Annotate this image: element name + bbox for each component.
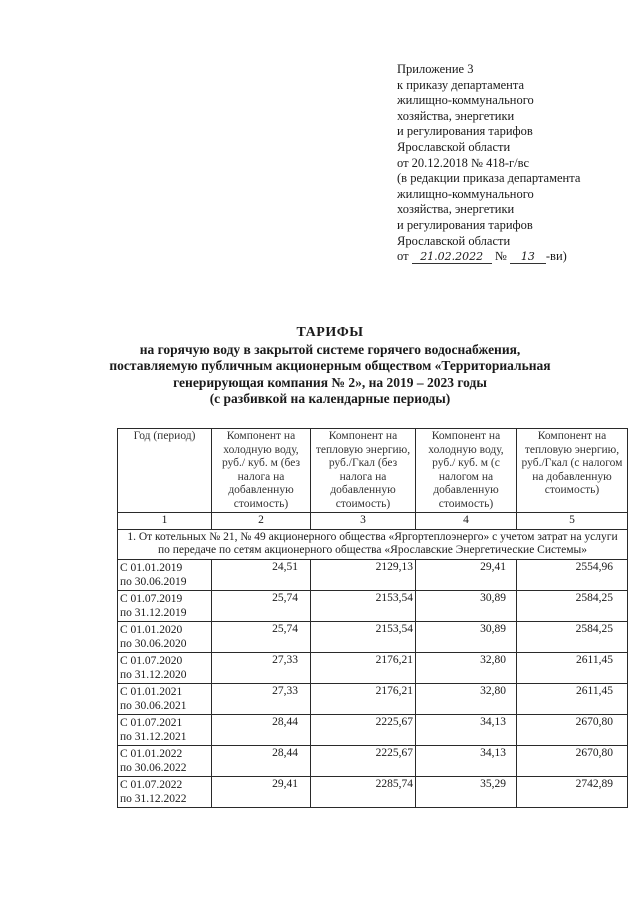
period-to: по 30.06.2020 bbox=[120, 637, 187, 650]
cold-water-vat-cell: 32,80 bbox=[416, 683, 517, 714]
heat-energy-vat-cell: 2584,25 bbox=[517, 590, 628, 621]
table-row bbox=[118, 714, 628, 745]
period-from: С 01.01.2022 bbox=[120, 747, 183, 760]
amendment-date-handwritten: 21.02.2022 bbox=[412, 250, 492, 264]
period-from: С 01.07.2020 bbox=[120, 654, 183, 667]
appendix-line: Ярославской области bbox=[397, 233, 511, 248]
column-number: 3 bbox=[311, 513, 416, 530]
period-cell bbox=[118, 621, 212, 652]
appendix-line: жилищно-коммунального bbox=[397, 93, 534, 108]
header-cold-water-vat: Компонент на холодную воду, руб./ куб. м (с налогом на добавленную стоимость) bbox=[416, 429, 517, 513]
appendix-line: Ярославской области bbox=[397, 139, 511, 154]
period-to: по 30.06.2021 bbox=[120, 699, 187, 712]
amendment-no-label: № bbox=[494, 249, 507, 264]
cold-water-cell: 27,33 bbox=[212, 683, 311, 714]
heat-energy-cell: 2225,67 bbox=[311, 714, 416, 745]
table-row bbox=[118, 559, 628, 590]
appendix-line: и регулирования тарифов bbox=[397, 217, 533, 232]
table-row bbox=[118, 621, 628, 652]
cold-water-cell: 28,44 bbox=[212, 714, 311, 745]
table-header-row bbox=[118, 429, 628, 513]
section-row bbox=[118, 529, 628, 559]
heat-energy-cell: 2176,21 bbox=[311, 683, 416, 714]
period-cell bbox=[118, 745, 212, 776]
cold-water-cell: 28,44 bbox=[212, 745, 311, 776]
appendix-block bbox=[397, 62, 637, 265]
period-cell bbox=[118, 683, 212, 714]
period-cell bbox=[118, 559, 212, 590]
period-cell bbox=[118, 714, 212, 745]
column-number: 4 bbox=[416, 513, 517, 530]
document-title-block bbox=[60, 325, 600, 408]
heat-energy-cell: 2285,74 bbox=[311, 776, 416, 807]
heat-energy-vat-cell: 2611,45 bbox=[517, 683, 628, 714]
period-from: С 01.01.2019 bbox=[120, 561, 183, 574]
appendix-line: от 20.12.2018 № 418-г/вс bbox=[397, 155, 529, 170]
appendix-line: и регулирования тарифов bbox=[397, 124, 533, 139]
header-cold-water: Компонент на холодную воду, руб./ куб. м (без налога на добавленную стоимость) bbox=[212, 429, 311, 513]
appendix-line: жилищно-коммунального bbox=[397, 186, 534, 201]
cold-water-cell: 25,74 bbox=[212, 621, 311, 652]
period-from: С 01.07.2019 bbox=[120, 592, 183, 605]
title-line: на горячую воду в закрытой системе горячего водоснабжения, bbox=[139, 341, 521, 357]
table-row bbox=[118, 745, 628, 776]
section-title: 1. От котельных № 21, № 49 акционерного общества «Яргортеплоэнерго» с учетом затрат на услуги по передаче по сетям акционерного общества «Ярославские Энергетические Системы» bbox=[118, 529, 628, 559]
period-cell bbox=[118, 590, 212, 621]
cold-water-vat-cell: 34,13 bbox=[416, 714, 517, 745]
appendix-line: хозяйства, энергетики bbox=[397, 202, 515, 217]
heat-energy-vat-cell: 2584,25 bbox=[517, 621, 628, 652]
cold-water-cell: 27,33 bbox=[212, 652, 311, 683]
period-cell bbox=[118, 776, 212, 807]
cold-water-vat-cell: 32,80 bbox=[416, 652, 517, 683]
cold-water-vat-cell: 30,89 bbox=[416, 621, 517, 652]
header-heat-energy: Компонент на тепловую энергию, руб./Гкал (без налога на добавленную стоимость) bbox=[311, 429, 416, 513]
cold-water-vat-cell: 35,29 bbox=[416, 776, 517, 807]
period-to: по 30.06.2019 bbox=[120, 575, 187, 588]
title-line: поставляемую публичным акционерным обществом «Территориальная bbox=[109, 358, 551, 373]
column-number-row bbox=[118, 513, 628, 530]
heat-energy-cell: 2153,54 bbox=[311, 590, 416, 621]
cold-water-vat-cell: 29,41 bbox=[416, 559, 517, 590]
amendment-prefix: от bbox=[397, 249, 409, 264]
header-heat-energy-vat: Компонент на тепловую энергию, руб./Гкал (с налогом на добавленную стоимость) bbox=[517, 429, 628, 513]
cold-water-cell: 25,74 bbox=[212, 590, 311, 621]
column-number: 1 bbox=[118, 513, 212, 530]
period-from: С 01.07.2021 bbox=[120, 716, 183, 729]
appendix-line: хозяйства, энергетики bbox=[397, 108, 515, 123]
period-from: С 01.01.2020 bbox=[120, 623, 183, 636]
heat-energy-vat-cell: 2742,89 bbox=[517, 776, 628, 807]
period-from: С 01.01.2021 bbox=[120, 685, 183, 698]
cold-water-vat-cell: 34,13 bbox=[416, 745, 517, 776]
tariffs-table bbox=[117, 428, 628, 808]
amendment-number-handwritten: 13 bbox=[510, 250, 546, 264]
heat-energy-vat-cell: 2670,80 bbox=[517, 745, 628, 776]
amendment-line bbox=[397, 249, 637, 265]
heat-energy-cell: 2176,21 bbox=[311, 652, 416, 683]
period-to: по 31.12.2020 bbox=[120, 668, 187, 681]
period-to: по 31.12.2022 bbox=[120, 792, 187, 805]
appendix-line: Приложение 3 bbox=[397, 62, 474, 76]
period-to: по 30.06.2022 bbox=[120, 761, 187, 774]
appendix-line: к приказу департамента bbox=[397, 77, 525, 92]
title-line: (с разбивкой на календарные периоды) bbox=[209, 391, 451, 406]
column-number: 5 bbox=[517, 513, 628, 530]
amendment-suffix: -ви) bbox=[545, 249, 567, 264]
period-from: С 01.07.2022 bbox=[120, 778, 183, 791]
heat-energy-vat-cell: 2611,45 bbox=[517, 652, 628, 683]
table-row bbox=[118, 590, 628, 621]
cold-water-cell: 29,41 bbox=[212, 776, 311, 807]
table-row bbox=[118, 776, 628, 807]
period-cell bbox=[118, 652, 212, 683]
period-to: по 31.12.2019 bbox=[120, 606, 187, 619]
heat-energy-cell: 2129,13 bbox=[311, 559, 416, 590]
heat-energy-cell: 2225,67 bbox=[311, 745, 416, 776]
column-number: 2 bbox=[212, 513, 311, 530]
table-row bbox=[118, 652, 628, 683]
cold-water-cell: 24,51 bbox=[212, 559, 311, 590]
heat-energy-vat-cell: 2554,96 bbox=[517, 559, 628, 590]
title-line: генерирующая компания № 2», на 2019 – 2023 годы bbox=[173, 374, 487, 390]
appendix-line: (в редакции приказа департамента bbox=[397, 171, 581, 186]
header-period: Год (период) bbox=[118, 429, 212, 513]
heat-energy-vat-cell: 2670,80 bbox=[517, 714, 628, 745]
table-row bbox=[118, 683, 628, 714]
period-to: по 31.12.2021 bbox=[120, 730, 187, 743]
heat-energy-cell: 2153,54 bbox=[311, 621, 416, 652]
cold-water-vat-cell: 30,89 bbox=[416, 590, 517, 621]
document-title: ТАРИФЫ bbox=[296, 325, 364, 340]
